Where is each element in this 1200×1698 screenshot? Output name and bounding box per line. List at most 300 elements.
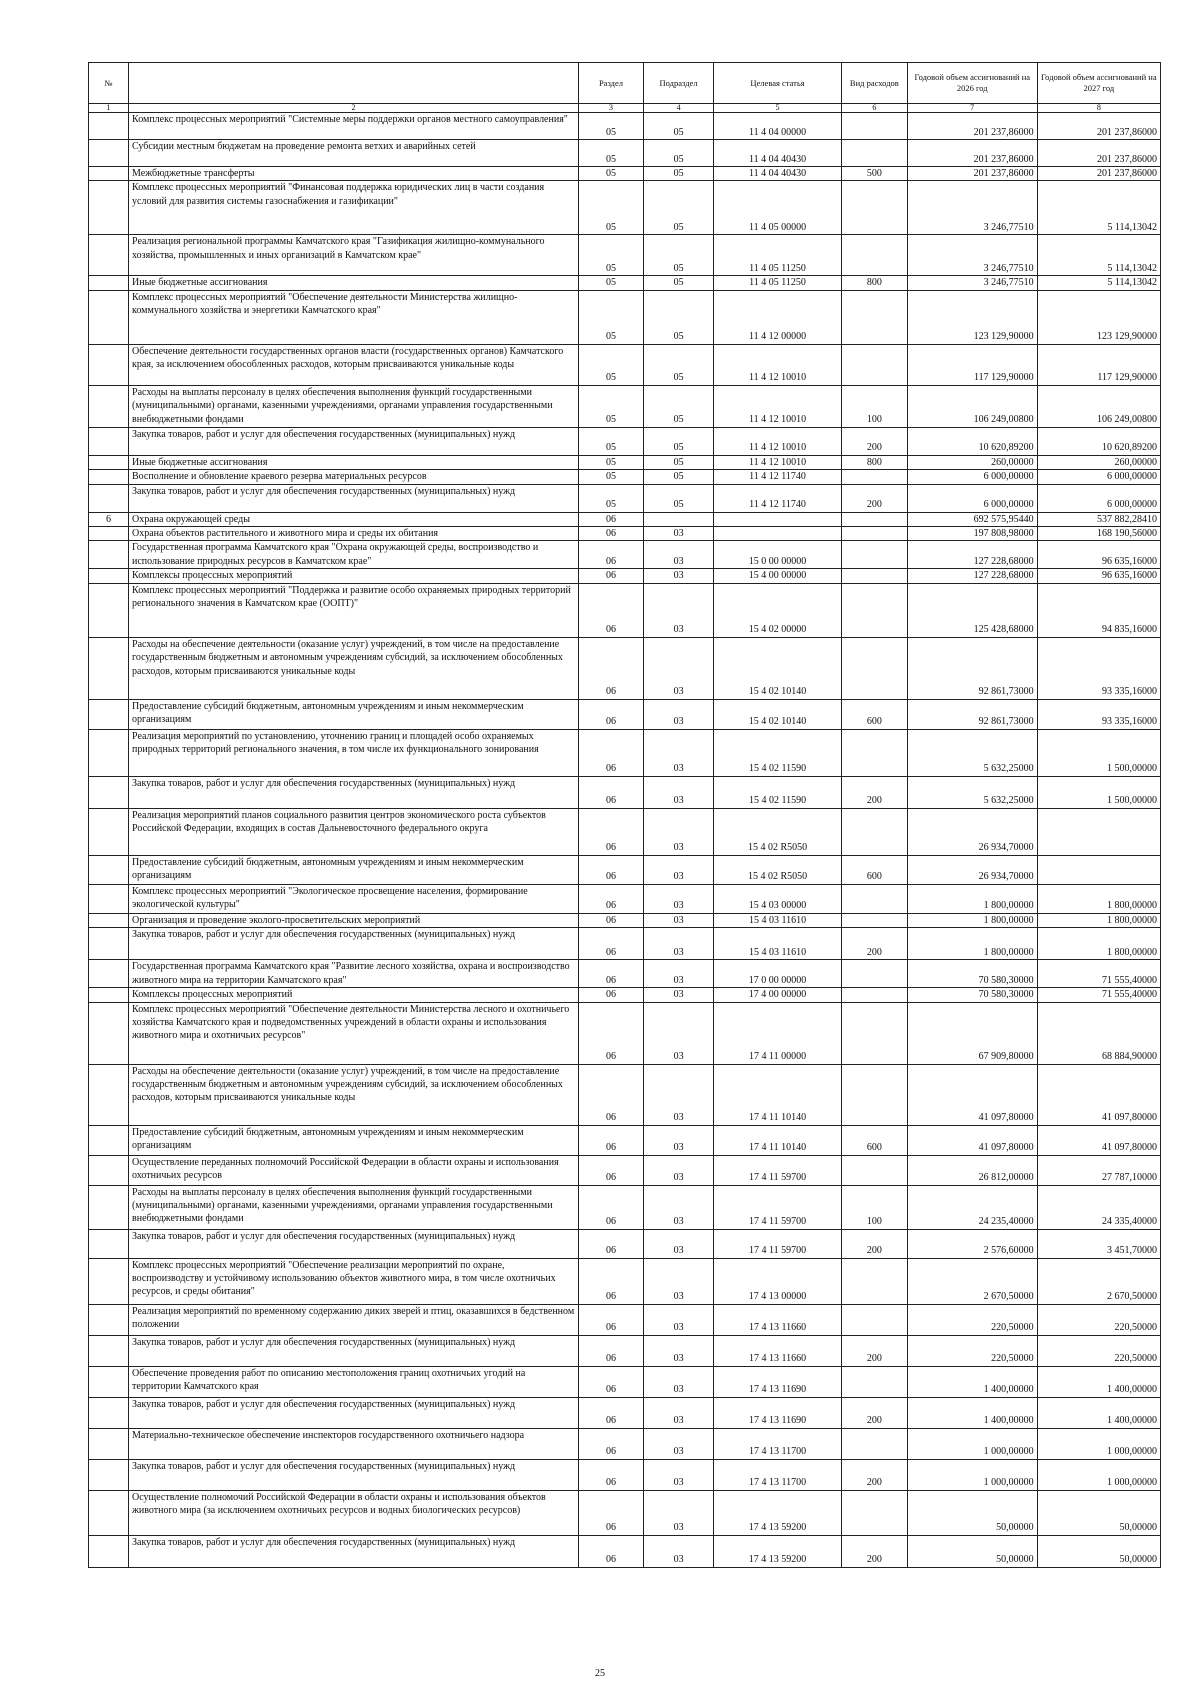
cell-amount-2026: 260,00000 [907, 455, 1037, 469]
cell-row-number [89, 290, 129, 344]
cell-expense-type [841, 541, 907, 569]
cell-row-number [89, 1125, 129, 1155]
cell-target-article: 15 4 02 R5050 [714, 808, 842, 855]
cell-amount-2027: 1 500,00000 [1037, 776, 1160, 808]
cell-item-name: Комплекс процессных мероприятий "Экологическое просвещение населения, формирование экологической культуры" [129, 884, 579, 913]
cell-podrazdel: 03 [643, 541, 713, 569]
cell-item-name: Закупка товаров, работ и услуг для обеспечения государственных (муниципальных) нужд [129, 1229, 579, 1258]
cell-podrazdel: 03 [643, 1155, 713, 1185]
cell-item-name: Расходы на обеспечение деятельности (оказание услуг) учреждений, в том числе на предоставление государственным бюджетным и автономным учреждениям субсидий, за исключением обособленных расходов, которым присваиваются уникальные коды [129, 637, 579, 699]
cell-podrazdel: 03 [643, 1002, 713, 1064]
cell-row-number [89, 884, 129, 913]
table-row [89, 808, 1161, 855]
cell-razdel: 06 [579, 541, 644, 569]
cell-expense-type: 200 [841, 484, 907, 512]
cell-item-name: Комплексы процессных мероприятий [129, 988, 579, 1002]
cell-target-article: 11 4 04 00000 [714, 113, 842, 140]
cell-amount-2027: 537 882,28410 [1037, 512, 1160, 526]
cell-podrazdel: 05 [643, 455, 713, 469]
cell-amount-2027: 1 800,00000 [1037, 913, 1160, 927]
cell-item-name: Реализация мероприятий по установлению, уточнению границ и площадей особо охраняемых природных территорий регионального значения, в том числе их функционального зонирования [129, 729, 579, 776]
table-row [89, 884, 1161, 913]
header-podrazdel: Подраздел [643, 63, 713, 104]
cell-expense-type: 200 [841, 1229, 907, 1258]
cell-amount-2026: 92 861,73000 [907, 699, 1037, 729]
cell-target-article [714, 512, 842, 526]
cell-expense-type [841, 181, 907, 235]
cell-expense-type [841, 527, 907, 541]
cell-expense-type: 800 [841, 276, 907, 290]
cell-expense-type [841, 470, 907, 484]
cell-item-name: Иные бюджетные ассигнования [129, 455, 579, 469]
cell-amount-2026: 201 237,86000 [907, 140, 1037, 167]
cell-amount-2026: 26 812,00000 [907, 1155, 1037, 1185]
cell-razdel: 06 [579, 1258, 644, 1304]
table-row [89, 855, 1161, 884]
cell-expense-type [841, 1490, 907, 1535]
cell-expense-type [841, 290, 907, 344]
cell-item-name: Материально-техническое обеспечение инспекторов государственного охотничьего надзора [129, 1428, 579, 1459]
cell-amount-2026: 3 246,77510 [907, 276, 1037, 290]
cell-razdel: 06 [579, 1002, 644, 1064]
cell-amount-2026: 70 580,30000 [907, 988, 1037, 1002]
cell-podrazdel: 03 [643, 1258, 713, 1304]
cell-item-name: Закупка товаров, работ и услуг для обеспечения государственных (муниципальных) нужд [129, 1535, 579, 1567]
cell-expense-type: 500 [841, 167, 907, 181]
cell-podrazdel: 03 [643, 569, 713, 583]
cell-expense-type: 200 [841, 1459, 907, 1490]
cell-expense-type [841, 729, 907, 776]
cell-item-name: Осуществление переданных полномочий Российской Федерации в области охраны и использования охотничьих ресурсов [129, 1155, 579, 1185]
cell-amount-2027: 2 670,50000 [1037, 1258, 1160, 1304]
cell-row-number [89, 583, 129, 637]
col-number: 4 [643, 104, 713, 113]
cell-amount-2026: 5 632,25000 [907, 776, 1037, 808]
cell-amount-2026: 26 934,70000 [907, 808, 1037, 855]
cell-item-name: Закупка товаров, работ и услуг для обеспечения государственных (муниципальных) нужд [129, 484, 579, 512]
cell-razdel: 06 [579, 884, 644, 913]
cell-target-article: 11 4 12 11740 [714, 470, 842, 484]
column-number-row [89, 104, 1161, 113]
cell-row-number [89, 1335, 129, 1366]
cell-amount-2026: 1 800,00000 [907, 928, 1037, 960]
cell-razdel: 05 [579, 181, 644, 235]
cell-row-number [89, 1002, 129, 1064]
cell-row-number [89, 541, 129, 569]
cell-amount-2026: 692 575,95440 [907, 512, 1037, 526]
table-row [89, 290, 1161, 344]
cell-item-name: Закупка товаров, работ и услуг для обеспечения государственных (муниципальных) нужд [129, 776, 579, 808]
header-target-article: Целевая статья [714, 63, 842, 104]
cell-amount-2026: 127 228,68000 [907, 541, 1037, 569]
cell-item-name: Комплекс процессных мероприятий "Финансовая поддержка юридических лиц в части создания условий для развития системы газоснабжения и газификации" [129, 181, 579, 235]
cell-expense-type [841, 884, 907, 913]
cell-podrazdel: 03 [643, 1125, 713, 1155]
cell-amount-2026: 1 000,00000 [907, 1428, 1037, 1459]
table-row [89, 541, 1161, 569]
cell-item-name: Закупка товаров, работ и услуг для обеспечения государственных (муниципальных) нужд [129, 1397, 579, 1428]
cell-razdel: 05 [579, 385, 644, 427]
cell-expense-type [841, 512, 907, 526]
cell-item-name: Комплекс процессных мероприятий "Обеспечение деятельности Министерства жилищно-коммунального хозяйства и энергетики Камчатского края" [129, 290, 579, 344]
table-row [89, 1428, 1161, 1459]
cell-target-article: 17 4 00 00000 [714, 988, 842, 1002]
cell-razdel: 06 [579, 1490, 644, 1535]
cell-row-number [89, 699, 129, 729]
header-row [89, 63, 1161, 104]
cell-row-number [89, 1366, 129, 1397]
cell-amount-2026: 26 934,70000 [907, 855, 1037, 884]
cell-amount-2027: 220,50000 [1037, 1304, 1160, 1335]
cell-podrazdel: 03 [643, 884, 713, 913]
cell-row-number [89, 1185, 129, 1229]
table-row [89, 470, 1161, 484]
cell-target-article: 15 4 03 00000 [714, 884, 842, 913]
cell-row-number [89, 385, 129, 427]
cell-amount-2027: 41 097,80000 [1037, 1064, 1160, 1125]
cell-razdel: 06 [579, 1397, 644, 1428]
cell-item-name: Охрана окружающей среды [129, 512, 579, 526]
cell-row-number [89, 344, 129, 385]
table-row [89, 1155, 1161, 1185]
cell-amount-2027: 201 237,86000 [1037, 113, 1160, 140]
cell-item-name: Предоставление субсидий бюджетным, автономным учреждениям и иным некоммерческим организациям [129, 855, 579, 884]
col-number: 2 [129, 104, 579, 113]
cell-razdel: 06 [579, 699, 644, 729]
cell-expense-type [841, 344, 907, 385]
cell-row-number [89, 276, 129, 290]
header-expense-type: Вид расходов [841, 63, 907, 104]
cell-target-article [714, 527, 842, 541]
table-row [89, 1535, 1161, 1567]
header-2027: Годовой объем ассигнований на 2027 год [1037, 63, 1160, 104]
table-row [89, 385, 1161, 427]
cell-target-article: 15 4 02 10140 [714, 637, 842, 699]
cell-target-article: 15 0 00 00000 [714, 541, 842, 569]
cell-amount-2026: 41 097,80000 [907, 1064, 1037, 1125]
cell-amount-2027: 1 500,00000 [1037, 729, 1160, 776]
cell-razdel: 06 [579, 1125, 644, 1155]
cell-item-name: Реализация региональной программы Камчатского края "Газификация жилищно-коммунального хозяйства, промышленных и иных организаций в Камчатском крае" [129, 235, 579, 276]
cell-target-article: 17 4 13 59200 [714, 1535, 842, 1567]
cell-target-article: 17 4 13 59200 [714, 1490, 842, 1535]
table-row [89, 344, 1161, 385]
cell-amount-2027: 1 400,00000 [1037, 1366, 1160, 1397]
cell-row-number [89, 1304, 129, 1335]
cell-amount-2027: 50,00000 [1037, 1490, 1160, 1535]
cell-expense-type [841, 1064, 907, 1125]
cell-razdel: 06 [579, 1335, 644, 1366]
cell-amount-2027: 50,00000 [1037, 1535, 1160, 1567]
cell-amount-2027: 106 249,00800 [1037, 385, 1160, 427]
table-row [89, 527, 1161, 541]
cell-podrazdel: 03 [643, 583, 713, 637]
cell-row-number [89, 776, 129, 808]
cell-expense-type [841, 913, 907, 927]
cell-row-number [89, 527, 129, 541]
cell-row-number [89, 181, 129, 235]
cell-amount-2027 [1037, 855, 1160, 884]
cell-row-number [89, 960, 129, 988]
cell-amount-2026: 1 800,00000 [907, 884, 1037, 913]
cell-row-number [89, 729, 129, 776]
cell-amount-2027: 260,00000 [1037, 455, 1160, 469]
cell-expense-type: 600 [841, 699, 907, 729]
cell-item-name: Организация и проведение эколого-просветительских мероприятий [129, 913, 579, 927]
cell-razdel: 05 [579, 427, 644, 455]
col-number: 5 [714, 104, 842, 113]
cell-amount-2026: 123 129,90000 [907, 290, 1037, 344]
cell-expense-type [841, 140, 907, 167]
header-name [129, 63, 579, 104]
cell-target-article: 11 4 12 10010 [714, 427, 842, 455]
table-body [89, 113, 1161, 1568]
cell-amount-2026: 5 632,25000 [907, 729, 1037, 776]
cell-podrazdel: 05 [643, 276, 713, 290]
cell-expense-type: 200 [841, 1535, 907, 1567]
cell-target-article: 17 4 11 10140 [714, 1125, 842, 1155]
cell-item-name: Иные бюджетные ассигнования [129, 276, 579, 290]
cell-expense-type [841, 1002, 907, 1064]
cell-item-name: Межбюджетные трансферты [129, 167, 579, 181]
cell-razdel: 06 [579, 960, 644, 988]
cell-podrazdel: 03 [643, 1335, 713, 1366]
cell-podrazdel: 03 [643, 1185, 713, 1229]
cell-target-article: 15 4 03 11610 [714, 913, 842, 927]
cell-razdel: 06 [579, 913, 644, 927]
cell-row-number [89, 427, 129, 455]
table-row [89, 1459, 1161, 1490]
cell-amount-2026: 41 097,80000 [907, 1125, 1037, 1155]
cell-target-article: 11 4 04 40430 [714, 167, 842, 181]
header-2026: Годовой объем ассигнований на 2026 год [907, 63, 1037, 104]
table-row [89, 569, 1161, 583]
table-row [89, 1258, 1161, 1304]
cell-razdel: 06 [579, 1064, 644, 1125]
cell-target-article: 17 4 11 59700 [714, 1229, 842, 1258]
cell-amount-2026: 117 129,90000 [907, 344, 1037, 385]
cell-expense-type: 200 [841, 427, 907, 455]
cell-row-number [89, 1229, 129, 1258]
cell-razdel: 06 [579, 729, 644, 776]
table-row [89, 729, 1161, 776]
cell-item-name: Расходы на выплаты персоналу в целях обеспечения выполнения функций государственными (муниципальными) органами, казенными учреждениями, органами управления государственными внебюджетными фондами [129, 1185, 579, 1229]
cell-target-article: 15 4 02 10140 [714, 699, 842, 729]
cell-razdel: 05 [579, 167, 644, 181]
cell-amount-2027: 6 000,00000 [1037, 484, 1160, 512]
cell-target-article: 17 4 11 59700 [714, 1155, 842, 1185]
table-row [89, 484, 1161, 512]
cell-row-number [89, 913, 129, 927]
cell-target-article: 17 4 13 11700 [714, 1428, 842, 1459]
cell-target-article: 15 4 02 R5050 [714, 855, 842, 884]
cell-razdel: 06 [579, 855, 644, 884]
cell-target-article: 11 4 12 10010 [714, 385, 842, 427]
table-row [89, 1397, 1161, 1428]
cell-podrazdel: 03 [643, 527, 713, 541]
cell-amount-2027: 5 114,13042 [1037, 181, 1160, 235]
cell-expense-type: 200 [841, 928, 907, 960]
cell-item-name: Предоставление субсидий бюджетным, автономным учреждениям и иным некоммерческим организациям [129, 1125, 579, 1155]
cell-razdel: 06 [579, 776, 644, 808]
table-row [89, 988, 1161, 1002]
table-row [89, 167, 1161, 181]
cell-razdel: 06 [579, 1535, 644, 1567]
cell-item-name: Закупка товаров, работ и услуг для обеспечения государственных (муниципальных) нужд [129, 928, 579, 960]
cell-amount-2026: 125 428,68000 [907, 583, 1037, 637]
cell-amount-2026: 197 808,98000 [907, 527, 1037, 541]
cell-item-name: Реализация мероприятий планов социального развития центров экономического роста субъектов Российской Федерации, входящих в состав Дальневосточного федерального округа [129, 808, 579, 855]
cell-amount-2027: 1 800,00000 [1037, 928, 1160, 960]
cell-amount-2027: 1 000,00000 [1037, 1459, 1160, 1490]
cell-item-name: Государственная программа Камчатского края "Охрана окружающей среды, воспроизводство и использование природных ресурсов в Камчатском крае" [129, 541, 579, 569]
cell-target-article: 11 4 05 11250 [714, 235, 842, 276]
cell-razdel: 06 [579, 1185, 644, 1229]
cell-expense-type [841, 569, 907, 583]
cell-amount-2026: 127 228,68000 [907, 569, 1037, 583]
cell-amount-2026: 10 620,89200 [907, 427, 1037, 455]
cell-target-article: 11 4 12 11740 [714, 484, 842, 512]
cell-podrazdel: 05 [643, 290, 713, 344]
cell-expense-type: 800 [841, 455, 907, 469]
cell-amount-2026: 6 000,00000 [907, 484, 1037, 512]
cell-target-article: 15 4 00 00000 [714, 569, 842, 583]
table-row [89, 913, 1161, 927]
cell-razdel: 05 [579, 290, 644, 344]
cell-podrazdel: 03 [643, 1064, 713, 1125]
cell-amount-2026: 106 249,00800 [907, 385, 1037, 427]
cell-amount-2027: 10 620,89200 [1037, 427, 1160, 455]
table-row [89, 776, 1161, 808]
cell-expense-type [841, 808, 907, 855]
cell-item-name: Восполнение и обновление краевого резерва материальных ресурсов [129, 470, 579, 484]
cell-target-article: 11 4 05 11250 [714, 276, 842, 290]
cell-target-article: 17 0 00 00000 [714, 960, 842, 988]
cell-expense-type [841, 637, 907, 699]
cell-item-name: Обеспечение проведения работ по описанию местоположения границ охотничьих угодий на территории Камчатского края [129, 1366, 579, 1397]
cell-row-number [89, 1459, 129, 1490]
col-number: 6 [841, 104, 907, 113]
cell-amount-2027: 123 129,90000 [1037, 290, 1160, 344]
cell-row-number [89, 235, 129, 276]
cell-expense-type [841, 960, 907, 988]
cell-amount-2027: 24 335,40000 [1037, 1185, 1160, 1229]
cell-amount-2026: 1 400,00000 [907, 1366, 1037, 1397]
table-row [89, 1304, 1161, 1335]
cell-podrazdel: 03 [643, 1535, 713, 1567]
cell-podrazdel: 03 [643, 1459, 713, 1490]
cell-expense-type [841, 1304, 907, 1335]
cell-expense-type [841, 1155, 907, 1185]
cell-item-name: Государственная программа Камчатского края "Развитие лесного хозяйства, охрана и воспроизводство животного мира на территории Камчатского края" [129, 960, 579, 988]
cell-target-article: 17 4 13 11660 [714, 1335, 842, 1366]
cell-expense-type [841, 1258, 907, 1304]
cell-amount-2026: 1 400,00000 [907, 1397, 1037, 1428]
cell-razdel: 06 [579, 808, 644, 855]
cell-amount-2027: 93 335,16000 [1037, 637, 1160, 699]
cell-amount-2027: 201 237,86000 [1037, 167, 1160, 181]
cell-expense-type: 600 [841, 1125, 907, 1155]
cell-amount-2027: 41 097,80000 [1037, 1125, 1160, 1155]
cell-podrazdel: 03 [643, 928, 713, 960]
cell-row-number [89, 569, 129, 583]
table-row [89, 583, 1161, 637]
cell-expense-type [841, 1428, 907, 1459]
cell-podrazdel: 05 [643, 167, 713, 181]
cell-amount-2027: 68 884,90000 [1037, 1002, 1160, 1064]
cell-target-article: 15 4 02 11590 [714, 776, 842, 808]
cell-row-number [89, 637, 129, 699]
cell-target-article: 15 4 02 11590 [714, 729, 842, 776]
cell-row-number [89, 167, 129, 181]
cell-amount-2026: 24 235,40000 [907, 1185, 1037, 1229]
table-row [89, 235, 1161, 276]
cell-expense-type: 600 [841, 855, 907, 884]
cell-amount-2027: 96 635,16000 [1037, 569, 1160, 583]
cell-item-name: Комплекс процессных мероприятий "Поддержка и развитие особо охраняемых природных территорий регионального значения в Камчатском крае (ООПТ)" [129, 583, 579, 637]
cell-amount-2027 [1037, 808, 1160, 855]
cell-razdel: 06 [579, 1229, 644, 1258]
cell-amount-2027: 96 635,16000 [1037, 541, 1160, 569]
cell-row-number [89, 1490, 129, 1535]
cell-target-article: 11 4 12 10010 [714, 455, 842, 469]
cell-podrazdel [643, 512, 713, 526]
cell-amount-2026: 3 246,77510 [907, 181, 1037, 235]
cell-razdel: 05 [579, 344, 644, 385]
cell-expense-type: 200 [841, 1335, 907, 1366]
table-row [89, 1002, 1161, 1064]
cell-amount-2027: 5 114,13042 [1037, 235, 1160, 276]
cell-amount-2026: 2 670,50000 [907, 1258, 1037, 1304]
table-row [89, 512, 1161, 526]
cell-amount-2026: 70 580,30000 [907, 960, 1037, 988]
cell-amount-2027: 93 335,16000 [1037, 699, 1160, 729]
table-row [89, 1366, 1161, 1397]
cell-razdel: 06 [579, 928, 644, 960]
budget-table-container [88, 62, 1161, 1568]
cell-item-name: Закупка товаров, работ и услуг для обеспечения государственных (муниципальных) нужд [129, 1459, 579, 1490]
cell-item-name: Предоставление субсидий бюджетным, автономным учреждениям и иным некоммерческим организациям [129, 699, 579, 729]
cell-razdel: 05 [579, 455, 644, 469]
cell-podrazdel: 05 [643, 113, 713, 140]
cell-item-name: Осуществление полномочий Российской Федерации в области охраны и использования объектов животного мира (за исключением охотничьих ресурсов и водных биологических ресурсов) [129, 1490, 579, 1535]
cell-podrazdel: 03 [643, 988, 713, 1002]
cell-target-article: 11 4 05 00000 [714, 181, 842, 235]
table-row [89, 1229, 1161, 1258]
cell-razdel: 05 [579, 276, 644, 290]
cell-item-name: Комплекс процессных мероприятий "Обеспечение реализации мероприятий по охране, воспроизводству и устойчивому использованию объектов животного мира, в том числе охотничьих ресурсов, и среды обитания" [129, 1258, 579, 1304]
cell-target-article: 17 4 13 11690 [714, 1397, 842, 1428]
cell-podrazdel: 03 [643, 637, 713, 699]
cell-target-article: 11 4 12 10010 [714, 344, 842, 385]
page-number: 25 [595, 1668, 605, 1679]
cell-podrazdel: 03 [643, 960, 713, 988]
cell-razdel: 06 [579, 512, 644, 526]
cell-podrazdel: 05 [643, 385, 713, 427]
cell-amount-2026: 1 000,00000 [907, 1459, 1037, 1490]
header-num: № [89, 63, 129, 104]
cell-row-number [89, 484, 129, 512]
cell-target-article: 15 4 03 11610 [714, 928, 842, 960]
cell-podrazdel: 03 [643, 699, 713, 729]
cell-amount-2026: 67 909,80000 [907, 1002, 1037, 1064]
cell-amount-2027: 1 000,00000 [1037, 1428, 1160, 1459]
cell-item-name: Охрана объектов растительного и животного мира и среды их обитания [129, 527, 579, 541]
cell-item-name: Комплекс процессных мероприятий "Системные меры поддержки органов местного самоуправления" [129, 113, 579, 140]
cell-row-number [89, 1155, 129, 1185]
cell-row-number [89, 470, 129, 484]
cell-expense-type: 100 [841, 1185, 907, 1229]
